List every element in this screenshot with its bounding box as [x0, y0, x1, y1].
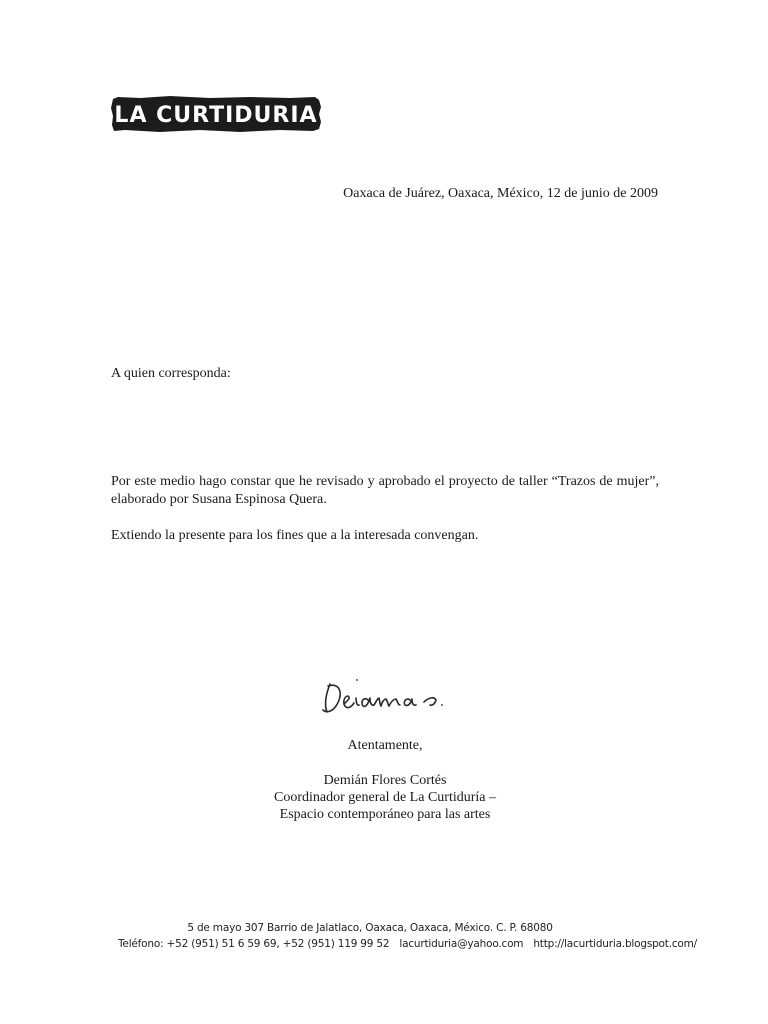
- signer-block: [200, 772, 570, 823]
- salutation: A quien corresponda:: [111, 366, 231, 381]
- date-line: Oaxaca de Juárez, Oaxaca, México, 12 de junio de 2009: [343, 186, 658, 201]
- footer-phone: Teléfono: +52 (951) 51 6 59 69, +52 (951) 119 99 52: [118, 938, 390, 950]
- footer-email: lacurtiduria@yahoo.com: [399, 938, 524, 950]
- signer-title: Espacio contemporáneo para las artes: [279, 807, 491, 822]
- signer-name: Demián Flores Cortés: [323, 773, 447, 788]
- closing: Atentamente,: [347, 738, 423, 753]
- footer-address: 5 de mayo 307 Barrio de Jalatlaco, Oaxaca, Oaxaca, México. C. P. 68080: [187, 922, 553, 934]
- body-paragraph: Extiendo la presente para los fines que a la interesada convengan.: [111, 528, 479, 543]
- curtiduria-logo: [110, 95, 322, 133]
- body-paragraph: Por este medio hago constar que he revisado y aprobado el proyecto de taller “Trazos de mujer”, elaborado por Susana Espinosa Quera.: [111, 474, 659, 507]
- footer-website: http://lacurtiduria.blogspot.com/: [533, 938, 697, 950]
- signer-title: Coordinador general de La Curtiduría –: [274, 790, 496, 805]
- handwritten-signature: [318, 672, 450, 722]
- svg-text:LA CURTIDURIA: LA CURTIDURIA: [114, 103, 318, 128]
- footer-contact: [118, 938, 697, 950]
